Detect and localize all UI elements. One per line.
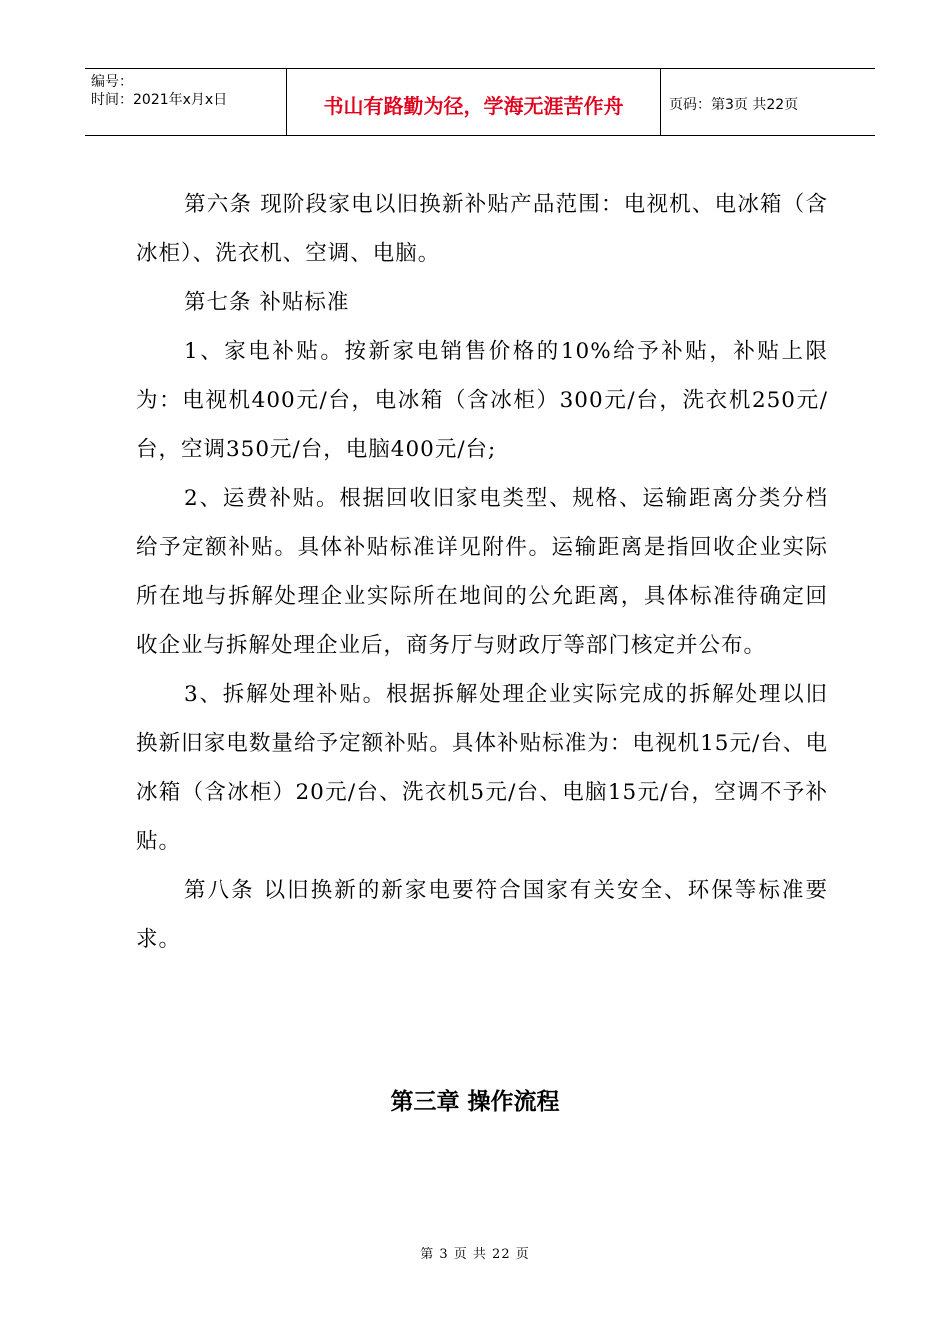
time-label: 时间：2021年x月x日 <box>91 92 228 108</box>
page-footer <box>0 1246 950 1264</box>
serial-label: 编号： <box>91 74 133 90</box>
article-7-heading: 第七条 补贴标准 <box>184 290 350 315</box>
page-code: 页码：第3页 共22页 <box>669 97 799 113</box>
article-8-paragraph: 第八条 以旧换新的新家电要符合国家有关安全、环保等标准要求。 <box>136 878 828 952</box>
article-6-paragraph: 第六条 现阶段家电以旧换新补贴产品范围：电视机、电冰箱（含冰柜）、洗衣机、空调、电脑。 <box>136 192 828 266</box>
header-meta-cell <box>85 69 287 135</box>
page-header <box>85 68 875 136</box>
header-page-cell <box>661 69 875 135</box>
footer-page-number: 第 3 页 共 22 页 <box>420 1247 530 1262</box>
chapter-title: 第三章 操作流程 <box>390 1089 560 1115</box>
document-body <box>136 180 828 964</box>
appliance-subsidy-paragraph: 1、家电补贴。按新家电销售价格的10%给予补贴，补贴上限为：电视机400元/台，电冰箱（含冰柜）300元/台，洗衣机250元/台，空调350元/台，电脑400元/台; <box>136 339 828 462</box>
dismantling-subsidy-paragraph: 3、拆解处理补贴。根据拆解处理企业实际完成的拆解处理以旧换新旧家电数量给予定额补贴。具体补贴标准为：电视机15元/台、电冰箱（含冰柜）20元/台、洗衣机5元/台、电脑15元/台，空调不予补贴。 <box>136 682 828 854</box>
header-motto-cell <box>287 69 661 135</box>
freight-subsidy-paragraph: 2、运费补贴。根据回收旧家电类型、规格、运输距离分类分档给予定额补贴。具体补贴标准详见附件。运输距离是指回收企业实际所在地与拆解处理企业实际所在地间的公允距离，具体标准待确定回收企业与拆解处理企业后，商务厅与财政厅等部门核定并公布。 <box>136 486 828 658</box>
motto-text: 书山有路勤为径，学海无涯苦作舟 <box>323 93 624 118</box>
